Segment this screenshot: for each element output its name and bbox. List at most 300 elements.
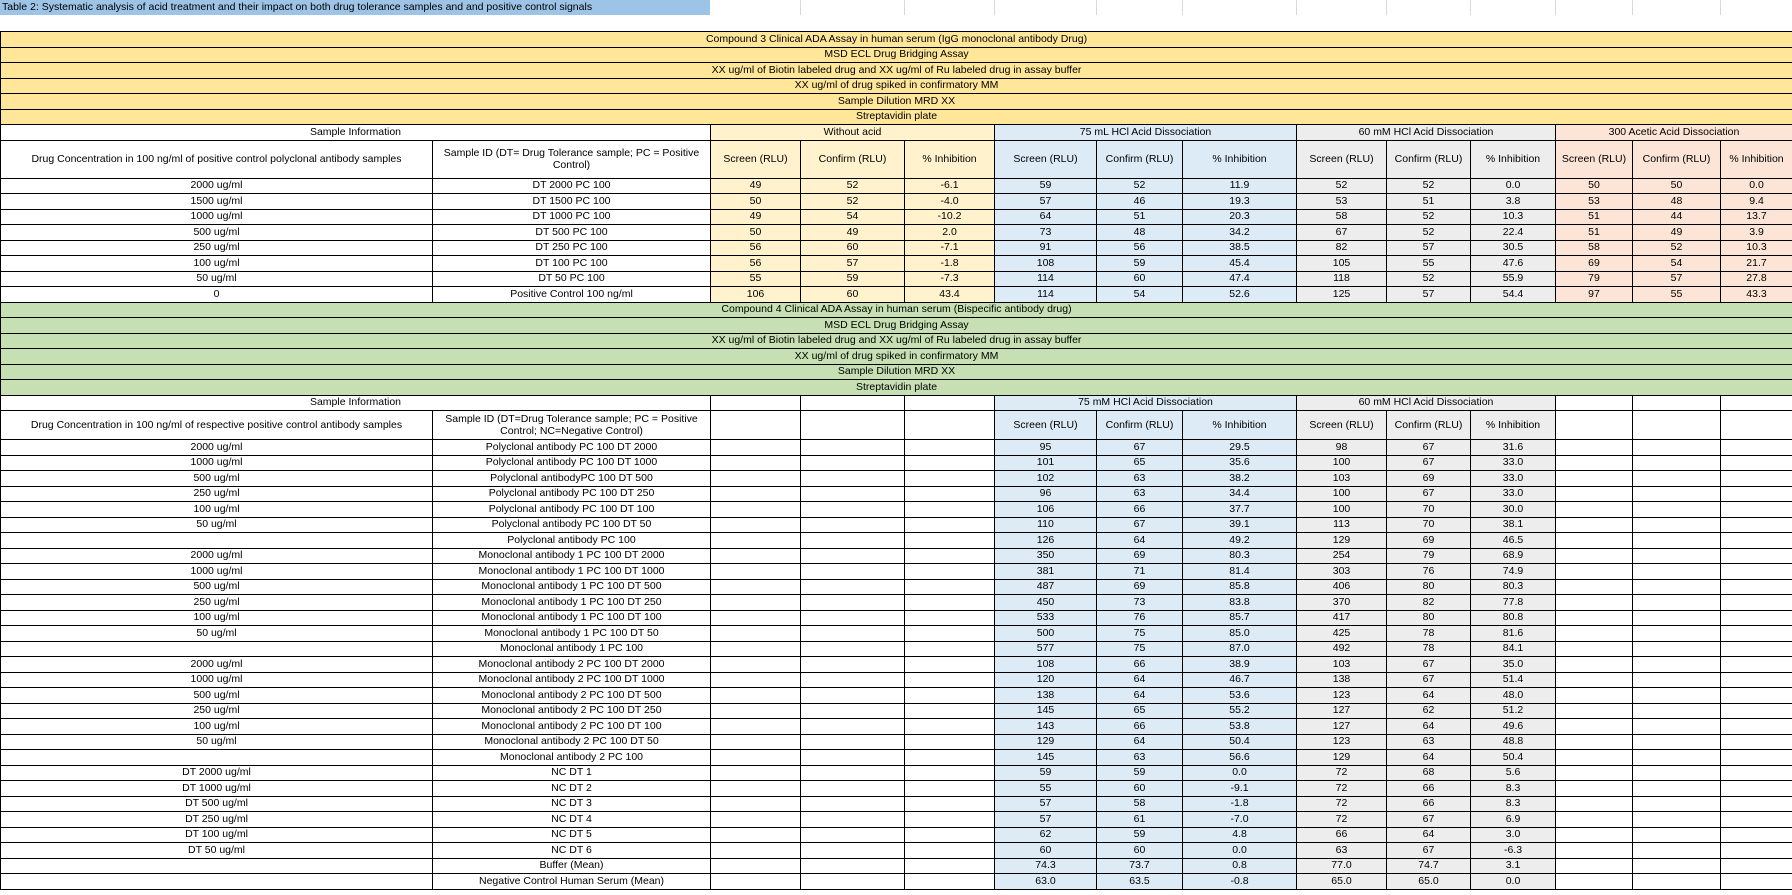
empty-cell[interactable]: [1556, 874, 1633, 890]
empty-cell[interactable]: [711, 595, 801, 611]
value-cell[interactable]: 0.0: [1183, 765, 1297, 781]
value-cell[interactable]: 33.0: [1471, 471, 1556, 487]
sample-id-cell[interactable]: DT 1500 PC 100: [433, 194, 711, 210]
sample-id-cell[interactable]: Negative Control Human Serum (Mean): [433, 874, 711, 890]
value-cell[interactable]: 67: [1387, 812, 1471, 828]
value-cell[interactable]: 55.9: [1471, 271, 1556, 287]
sample-id-cell[interactable]: Monoclonal antibody 1 PC 100 DT 1000: [433, 564, 711, 580]
value-cell[interactable]: 34.2: [1183, 225, 1297, 241]
sample-id-cell[interactable]: DT 250 PC 100: [433, 240, 711, 256]
value-cell[interactable]: 64: [1387, 719, 1471, 735]
value-cell[interactable]: 54: [1097, 287, 1183, 303]
empty-cell[interactable]: [1721, 411, 1792, 440]
group-hcl-75[interactable]: 75 mM HCl Acid Dissociation: [995, 395, 1297, 411]
empty-cell[interactable]: [1721, 874, 1792, 890]
empty-cell[interactable]: [905, 843, 995, 859]
col-screen[interactable]: Screen (RLU): [995, 411, 1097, 440]
empty-cell[interactable]: [801, 579, 905, 595]
drug-concentration-cell[interactable]: 1500 ug/ml: [1, 194, 433, 210]
empty-cell[interactable]: [905, 796, 995, 812]
empty-cell[interactable]: [1721, 812, 1792, 828]
empty-cell[interactable]: [1633, 703, 1721, 719]
value-cell[interactable]: 49.2: [1183, 533, 1297, 549]
empty-cell[interactable]: [1556, 517, 1633, 533]
value-cell[interactable]: 52: [1633, 240, 1721, 256]
value-cell[interactable]: -6.3: [1471, 843, 1556, 859]
sample-id-cell[interactable]: Polyclonal antibody PC 100 DT 1000: [433, 455, 711, 471]
value-cell[interactable]: 67: [1387, 657, 1471, 673]
col-confirm[interactable]: Confirm (RLU): [1387, 140, 1471, 178]
value-cell[interactable]: 59: [995, 765, 1097, 781]
value-cell[interactable]: 102: [995, 471, 1097, 487]
group-hcl-60[interactable]: 60 mM HCl Acid Dissociation: [1297, 395, 1556, 411]
value-cell[interactable]: 49: [801, 225, 905, 241]
empty-cell[interactable]: [711, 641, 801, 657]
value-cell[interactable]: 60: [1097, 843, 1183, 859]
empty-cell[interactable]: [905, 626, 995, 642]
value-cell[interactable]: 31.6: [1471, 440, 1556, 456]
empty-cell[interactable]: [905, 564, 995, 580]
empty-cell[interactable]: [1633, 796, 1721, 812]
value-cell[interactable]: 75: [1097, 626, 1183, 642]
sample-id-cell[interactable]: Monoclonal antibody 1 PC 100 DT 2000: [433, 548, 711, 564]
value-cell[interactable]: 69: [1097, 579, 1183, 595]
value-cell[interactable]: -7.3: [905, 271, 995, 287]
value-cell[interactable]: -7.0: [1183, 812, 1297, 828]
empty-cell[interactable]: [711, 874, 801, 890]
empty-cell[interactable]: [1633, 395, 1721, 411]
value-cell[interactable]: 75: [1097, 641, 1183, 657]
value-cell[interactable]: 67: [1387, 843, 1471, 859]
value-cell[interactable]: 66: [1097, 657, 1183, 673]
col-sample-id[interactable]: Sample ID (DT=Drug Tolerance sample; PC = Positive Control; NC=Negative Control): [433, 411, 711, 440]
value-cell[interactable]: 0.8: [1183, 858, 1297, 874]
empty-cell[interactable]: [711, 750, 801, 766]
empty-cell[interactable]: [801, 703, 905, 719]
value-cell[interactable]: 52: [1097, 178, 1183, 194]
group-hcl-60[interactable]: 60 mM HCl Acid Dissociation: [1297, 125, 1556, 141]
drug-concentration-cell[interactable]: 50 ug/ml: [1, 271, 433, 287]
empty-cell[interactable]: [801, 734, 905, 750]
empty-cell[interactable]: [801, 719, 905, 735]
value-cell[interactable]: 54.4: [1471, 287, 1556, 303]
drug-concentration-cell[interactable]: DT 1000 ug/ml: [1, 781, 433, 797]
empty-cell[interactable]: [1633, 750, 1721, 766]
value-cell[interactable]: 74.9: [1471, 564, 1556, 580]
value-cell[interactable]: 100: [1297, 486, 1387, 502]
sample-id-cell[interactable]: NC DT 4: [433, 812, 711, 828]
empty-cell[interactable]: [1633, 641, 1721, 657]
value-cell[interactable]: 58: [1297, 209, 1387, 225]
value-cell[interactable]: 58: [1556, 240, 1633, 256]
sample-id-cell[interactable]: Polyclonal antibody PC 100 DT 100: [433, 502, 711, 518]
sample-id-cell[interactable]: DT 2000 PC 100: [433, 178, 711, 194]
value-cell[interactable]: 91: [995, 240, 1097, 256]
value-cell[interactable]: 51: [1556, 225, 1633, 241]
value-cell[interactable]: 56.6: [1183, 750, 1297, 766]
value-cell[interactable]: 71: [1097, 564, 1183, 580]
value-cell[interactable]: 64: [1097, 734, 1183, 750]
value-cell[interactable]: 50: [1633, 178, 1721, 194]
value-cell[interactable]: 19.3: [1183, 194, 1297, 210]
group-without-acid[interactable]: Without acid: [711, 125, 995, 141]
value-cell[interactable]: 406: [1297, 579, 1387, 595]
empty-cell[interactable]: [711, 719, 801, 735]
empty-cell[interactable]: [801, 688, 905, 704]
sample-id-cell[interactable]: Polyclonal antibody PC 100: [433, 533, 711, 549]
section-header[interactable]: Compound 3 Clinical ADA Assay in human serum (IgG monoclonal antibody Drug): [1, 32, 1792, 48]
value-cell[interactable]: 29.5: [1183, 440, 1297, 456]
value-cell[interactable]: 425: [1297, 626, 1387, 642]
drug-concentration-cell[interactable]: 100 ug/ml: [1, 256, 433, 272]
value-cell[interactable]: 73: [1097, 595, 1183, 611]
value-cell[interactable]: 50.4: [1471, 750, 1556, 766]
empty-cell[interactable]: [905, 703, 995, 719]
empty-cell[interactable]: [711, 734, 801, 750]
empty-cell[interactable]: [1556, 440, 1633, 456]
value-cell[interactable]: 79: [1556, 271, 1633, 287]
section-header[interactable]: XX ug/ml of drug spiked in confirmatory MM: [1, 78, 1792, 94]
empty-cell[interactable]: [1556, 750, 1633, 766]
empty-cell[interactable]: [711, 548, 801, 564]
value-cell[interactable]: -7.1: [905, 240, 995, 256]
empty-cell[interactable]: [1633, 812, 1721, 828]
value-cell[interactable]: 68.9: [1471, 548, 1556, 564]
value-cell[interactable]: 417: [1297, 610, 1387, 626]
empty-cell[interactable]: [1721, 471, 1792, 487]
empty-cell[interactable]: [711, 610, 801, 626]
value-cell[interactable]: 51.4: [1471, 672, 1556, 688]
value-cell[interactable]: 49: [711, 178, 801, 194]
value-cell[interactable]: 63.0: [995, 874, 1097, 890]
value-cell[interactable]: 48: [1633, 194, 1721, 210]
value-cell[interactable]: 123: [1297, 688, 1387, 704]
section-header[interactable]: XX ug/ml of Biotin labeled drug and XX ug/ml of Ru labeled drug in assay buffer: [1, 63, 1792, 79]
empty-cell[interactable]: [801, 502, 905, 518]
value-cell[interactable]: 64: [1097, 672, 1183, 688]
empty-cell[interactable]: [905, 395, 995, 411]
value-cell[interactable]: 123: [1297, 734, 1387, 750]
empty-cell[interactable]: [1721, 626, 1792, 642]
value-cell[interactable]: 57: [801, 256, 905, 272]
section-header[interactable]: MSD ECL Drug Bridging Assay: [1, 47, 1792, 63]
value-cell[interactable]: 381: [995, 564, 1097, 580]
value-cell[interactable]: 65: [1097, 455, 1183, 471]
empty-cell[interactable]: [1633, 626, 1721, 642]
value-cell[interactable]: 63: [1097, 750, 1183, 766]
empty-cell[interactable]: [801, 548, 905, 564]
value-cell[interactable]: 65: [1097, 703, 1183, 719]
value-cell[interactable]: 57: [995, 194, 1097, 210]
value-cell[interactable]: 87.0: [1183, 641, 1297, 657]
value-cell[interactable]: 138: [995, 688, 1097, 704]
value-cell[interactable]: 43.4: [905, 287, 995, 303]
empty-cell[interactable]: [711, 411, 801, 440]
empty-cell[interactable]: [711, 703, 801, 719]
value-cell[interactable]: 52: [1387, 209, 1471, 225]
section-header[interactable]: Sample Dilution MRD XX: [1, 364, 1792, 380]
value-cell[interactable]: 100: [1297, 455, 1387, 471]
value-cell[interactable]: 60: [801, 240, 905, 256]
empty-cell[interactable]: [711, 781, 801, 797]
value-cell[interactable]: 9.4: [1721, 194, 1792, 210]
empty-cell[interactable]: [905, 672, 995, 688]
value-cell[interactable]: -9.1: [1183, 781, 1297, 797]
empty-cell[interactable]: [1556, 486, 1633, 502]
value-cell[interactable]: 73.7: [1097, 858, 1183, 874]
sample-id-cell[interactable]: Buffer (Mean): [433, 858, 711, 874]
value-cell[interactable]: 0.0: [1471, 178, 1556, 194]
value-cell[interactable]: 59: [1097, 765, 1183, 781]
empty-cell[interactable]: [1556, 564, 1633, 580]
empty-cell[interactable]: [801, 471, 905, 487]
value-cell[interactable]: 64: [995, 209, 1097, 225]
drug-concentration-cell[interactable]: 2000 ug/ml: [1, 440, 433, 456]
value-cell[interactable]: 53.8: [1183, 719, 1297, 735]
empty-cell[interactable]: [711, 564, 801, 580]
value-cell[interactable]: 72: [1297, 765, 1387, 781]
col-screen[interactable]: Screen (RLU): [711, 140, 801, 178]
empty-cell[interactable]: [1633, 440, 1721, 456]
empty-cell[interactable]: [905, 471, 995, 487]
sample-id-cell[interactable]: Monoclonal antibody 2 PC 100 DT 500: [433, 688, 711, 704]
empty-cell[interactable]: [801, 750, 905, 766]
empty-cell[interactable]: [905, 502, 995, 518]
value-cell[interactable]: 8.3: [1471, 781, 1556, 797]
col-confirm[interactable]: Confirm (RLU): [1097, 140, 1183, 178]
value-cell[interactable]: 3.9: [1721, 225, 1792, 241]
value-cell[interactable]: -1.8: [905, 256, 995, 272]
value-cell[interactable]: 67: [1297, 225, 1387, 241]
drug-concentration-cell[interactable]: 1000 ug/ml: [1, 209, 433, 225]
empty-cell[interactable]: [1556, 533, 1633, 549]
value-cell[interactable]: 62: [1387, 703, 1471, 719]
empty-cell[interactable]: [1721, 672, 1792, 688]
empty-cell[interactable]: [711, 471, 801, 487]
value-cell[interactable]: 51: [1556, 209, 1633, 225]
empty-cell[interactable]: [1556, 411, 1633, 440]
empty-cell[interactable]: [1633, 471, 1721, 487]
value-cell[interactable]: 63: [1297, 843, 1387, 859]
col-confirm[interactable]: Confirm (RLU): [801, 140, 905, 178]
empty-cell[interactable]: [905, 812, 995, 828]
sample-id-cell[interactable]: Monoclonal antibody 1 PC 100: [433, 641, 711, 657]
empty-cell[interactable]: [1633, 719, 1721, 735]
value-cell[interactable]: 79: [1387, 548, 1471, 564]
empty-cell[interactable]: [905, 765, 995, 781]
empty-cell[interactable]: [1721, 703, 1792, 719]
empty-cell[interactable]: [1556, 641, 1633, 657]
value-cell[interactable]: 59: [1097, 827, 1183, 843]
value-cell[interactable]: 80.3: [1471, 579, 1556, 595]
sample-id-cell[interactable]: NC DT 5: [433, 827, 711, 843]
empty-cell[interactable]: [711, 765, 801, 781]
value-cell[interactable]: 67: [1097, 517, 1183, 533]
col-inhibition[interactable]: % Inhibition: [905, 140, 995, 178]
value-cell[interactable]: 77.0: [1297, 858, 1387, 874]
empty-cell[interactable]: [1633, 874, 1721, 890]
empty-cell[interactable]: [1721, 440, 1792, 456]
value-cell[interactable]: 5.6: [1471, 765, 1556, 781]
empty-cell[interactable]: [1721, 641, 1792, 657]
value-cell[interactable]: 58: [1097, 796, 1183, 812]
value-cell[interactable]: 30.5: [1471, 240, 1556, 256]
col-drug-concentration[interactable]: Drug Concentration in 100 ng/ml of respective positive control antibody samples: [1, 411, 433, 440]
value-cell[interactable]: 13.7: [1721, 209, 1792, 225]
value-cell[interactable]: 53.6: [1183, 688, 1297, 704]
value-cell[interactable]: 4.8: [1183, 827, 1297, 843]
value-cell[interactable]: 67: [1387, 440, 1471, 456]
value-cell[interactable]: 84.1: [1471, 641, 1556, 657]
value-cell[interactable]: 127: [1297, 703, 1387, 719]
sample-id-cell[interactable]: DT 1000 PC 100: [433, 209, 711, 225]
value-cell[interactable]: 370: [1297, 595, 1387, 611]
value-cell[interactable]: 78: [1387, 641, 1471, 657]
empty-cell[interactable]: [905, 641, 995, 657]
value-cell[interactable]: 50: [711, 194, 801, 210]
value-cell[interactable]: 108: [995, 657, 1097, 673]
empty-cell[interactable]: [1556, 657, 1633, 673]
empty-cell[interactable]: [1721, 843, 1792, 859]
value-cell[interactable]: 48: [1097, 225, 1183, 241]
empty-cell[interactable]: [905, 858, 995, 874]
sample-id-cell[interactable]: DT 500 PC 100: [433, 225, 711, 241]
value-cell[interactable]: 0.0: [1721, 178, 1792, 194]
empty-cell[interactable]: [905, 688, 995, 704]
empty-cell[interactable]: [1556, 796, 1633, 812]
value-cell[interactable]: 59: [1097, 256, 1183, 272]
drug-concentration-cell[interactable]: 1000 ug/ml: [1, 455, 433, 471]
col-inhibition[interactable]: % Inhibition: [1183, 140, 1297, 178]
sample-id-cell[interactable]: Monoclonal antibody 2 PC 100 DT 1000: [433, 672, 711, 688]
value-cell[interactable]: 57: [1387, 240, 1471, 256]
empty-cell[interactable]: [1721, 595, 1792, 611]
col-screen[interactable]: Screen (RLU): [1297, 411, 1387, 440]
value-cell[interactable]: 63: [1387, 734, 1471, 750]
value-cell[interactable]: 487: [995, 579, 1097, 595]
value-cell[interactable]: -6.1: [905, 178, 995, 194]
value-cell[interactable]: 108: [995, 256, 1097, 272]
value-cell[interactable]: 46.5: [1471, 533, 1556, 549]
empty-cell[interactable]: [1556, 812, 1633, 828]
value-cell[interactable]: 103: [1297, 657, 1387, 673]
value-cell[interactable]: 38.5: [1183, 240, 1297, 256]
col-screen[interactable]: Screen (RLU): [1556, 140, 1633, 178]
value-cell[interactable]: 76: [1387, 564, 1471, 580]
value-cell[interactable]: 34.4: [1183, 486, 1297, 502]
empty-cell[interactable]: [1633, 657, 1721, 673]
sample-id-cell[interactable]: Polyclonal antibody PC 100 DT 50: [433, 517, 711, 533]
value-cell[interactable]: 49: [711, 209, 801, 225]
value-cell[interactable]: 60: [801, 287, 905, 303]
empty-cell[interactable]: [1721, 517, 1792, 533]
value-cell[interactable]: 10.3: [1471, 209, 1556, 225]
value-cell[interactable]: 38.1: [1471, 517, 1556, 533]
empty-cell[interactable]: [1556, 734, 1633, 750]
value-cell[interactable]: 85.0: [1183, 626, 1297, 642]
section-header[interactable]: XX ug/ml of drug spiked in confirmatory MM: [1, 349, 1792, 365]
empty-cell[interactable]: [1633, 564, 1721, 580]
value-cell[interactable]: 22.4: [1471, 225, 1556, 241]
empty-cell[interactable]: [905, 533, 995, 549]
value-cell[interactable]: 8.3: [1471, 796, 1556, 812]
value-cell[interactable]: 81.6: [1471, 626, 1556, 642]
value-cell[interactable]: 100: [1297, 502, 1387, 518]
value-cell[interactable]: 129: [1297, 750, 1387, 766]
sample-id-cell[interactable]: Monoclonal antibody 2 PC 100 DT 250: [433, 703, 711, 719]
value-cell[interactable]: 46: [1097, 194, 1183, 210]
value-cell[interactable]: -10.2: [905, 209, 995, 225]
value-cell[interactable]: 57: [995, 796, 1097, 812]
sample-id-cell[interactable]: DT 100 PC 100: [433, 256, 711, 272]
sample-id-cell[interactable]: Polyclonal antibody PC 100 DT 250: [433, 486, 711, 502]
drug-concentration-cell[interactable]: 50 ug/ml: [1, 626, 433, 642]
empty-cell[interactable]: [1556, 595, 1633, 611]
value-cell[interactable]: 54: [801, 209, 905, 225]
value-cell[interactable]: 73: [995, 225, 1097, 241]
section-header[interactable]: Streptavidin plate: [1, 380, 1792, 396]
sample-id-cell[interactable]: Monoclonal antibody 2 PC 100 DT 2000: [433, 657, 711, 673]
col-confirm[interactable]: Confirm (RLU): [1387, 411, 1471, 440]
value-cell[interactable]: 96: [995, 486, 1097, 502]
value-cell[interactable]: 52: [1387, 178, 1471, 194]
value-cell[interactable]: 120: [995, 672, 1097, 688]
empty-cell[interactable]: [1721, 657, 1792, 673]
drug-concentration-cell[interactable]: 50 ug/ml: [1, 734, 433, 750]
empty-cell[interactable]: [1556, 579, 1633, 595]
sample-id-cell[interactable]: Monoclonal antibody 1 PC 100 DT 500: [433, 579, 711, 595]
value-cell[interactable]: 127: [1297, 719, 1387, 735]
value-cell[interactable]: 106: [995, 502, 1097, 518]
drug-concentration-cell[interactable]: 500 ug/ml: [1, 688, 433, 704]
value-cell[interactable]: -4.0: [905, 194, 995, 210]
empty-cell[interactable]: [905, 610, 995, 626]
value-cell[interactable]: 68: [1387, 765, 1471, 781]
empty-cell[interactable]: [1721, 750, 1792, 766]
value-cell[interactable]: 55: [995, 781, 1097, 797]
value-cell[interactable]: 6.9: [1471, 812, 1556, 828]
empty-cell[interactable]: [1633, 765, 1721, 781]
value-cell[interactable]: 64: [1097, 688, 1183, 704]
value-cell[interactable]: 74.7: [1387, 858, 1471, 874]
value-cell[interactable]: 118: [1297, 271, 1387, 287]
empty-cell[interactable]: [1556, 703, 1633, 719]
col-inhibition[interactable]: % Inhibition: [1183, 411, 1297, 440]
value-cell[interactable]: 50.4: [1183, 734, 1297, 750]
empty-cell[interactable]: [1721, 564, 1792, 580]
value-cell[interactable]: 57: [995, 812, 1097, 828]
value-cell[interactable]: 80: [1387, 610, 1471, 626]
empty-cell[interactable]: [711, 579, 801, 595]
col-drug-concentration[interactable]: Drug Concentration in 100 ng/ml of positive control polyclonal antibody samples: [1, 140, 433, 178]
value-cell[interactable]: 66: [1097, 719, 1183, 735]
value-cell[interactable]: 125: [1297, 287, 1387, 303]
empty-cell[interactable]: [711, 657, 801, 673]
value-cell[interactable]: 500: [995, 626, 1097, 642]
empty-cell[interactable]: [1721, 827, 1792, 843]
empty-cell[interactable]: [711, 517, 801, 533]
value-cell[interactable]: 254: [1297, 548, 1387, 564]
value-cell[interactable]: 37.7: [1183, 502, 1297, 518]
value-cell[interactable]: 85.8: [1183, 579, 1297, 595]
value-cell[interactable]: 50: [711, 225, 801, 241]
value-cell[interactable]: 66: [1387, 781, 1471, 797]
drug-concentration-cell[interactable]: DT 500 ug/ml: [1, 796, 433, 812]
empty-cell[interactable]: [905, 411, 995, 440]
empty-cell[interactable]: [1721, 533, 1792, 549]
value-cell[interactable]: 303: [1297, 564, 1387, 580]
value-cell[interactable]: 77.8: [1471, 595, 1556, 611]
